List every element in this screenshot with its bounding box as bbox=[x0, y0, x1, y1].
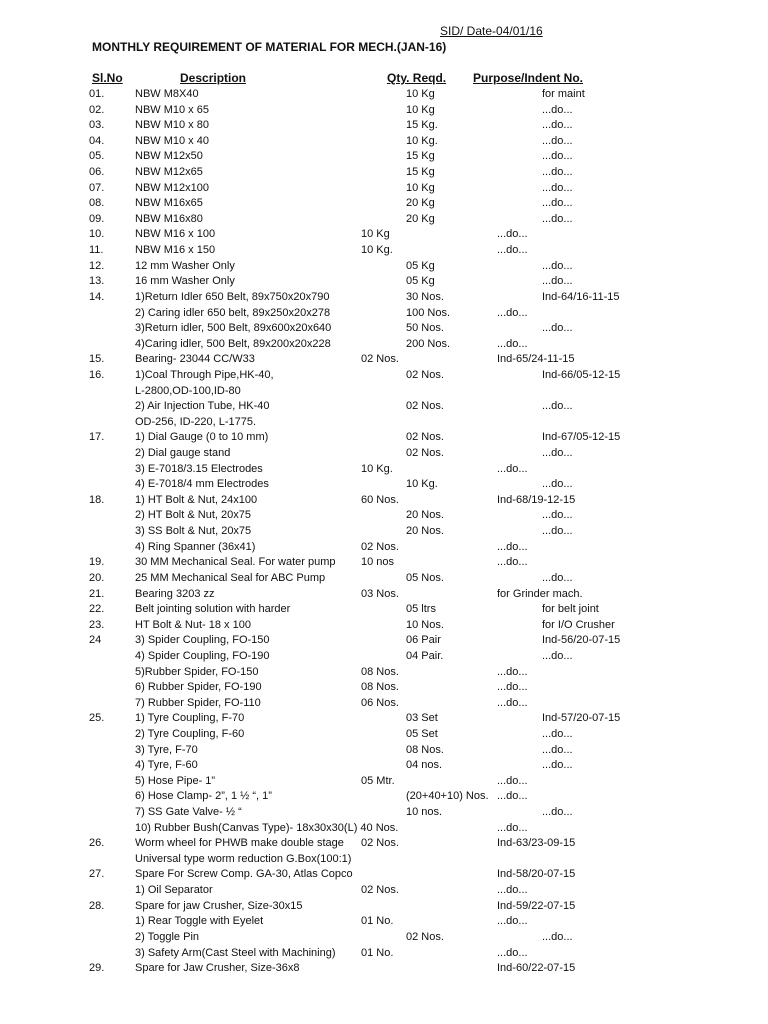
row-quantity: 02 Nos. bbox=[406, 400, 444, 413]
row-description: 5)Rubber Spider, FO-150 bbox=[135, 665, 259, 678]
table-row bbox=[0, 384, 768, 400]
row-description: Spare for jaw Crusher, Size-30x15 bbox=[135, 899, 303, 912]
row-purpose: ...do... bbox=[497, 915, 528, 928]
row-serial-number: 17. bbox=[89, 431, 105, 444]
row-serial-number: 24 bbox=[89, 634, 102, 647]
row-purpose: ...do... bbox=[542, 525, 573, 538]
row-serial-number: 08. bbox=[89, 197, 105, 210]
row-serial-number: 03. bbox=[89, 119, 105, 132]
row-purpose: Ind-56/20-07-15 bbox=[542, 634, 621, 647]
row-purpose: ...do... bbox=[542, 509, 573, 522]
row-quantity: 20 Kg bbox=[406, 197, 435, 210]
row-description: NBW M16x65 bbox=[135, 197, 203, 210]
row-description: NBW M12x50 bbox=[135, 150, 203, 163]
row-description: 4) Ring Spanner (36x41) bbox=[135, 540, 256, 553]
row-description: NBW M10 x 65 bbox=[135, 103, 209, 116]
row-description: OD-256, ID-220, L-1775. bbox=[135, 415, 257, 428]
row-serial-number: 14. bbox=[89, 290, 105, 303]
row-quantity: 06 Nos. bbox=[361, 696, 399, 709]
row-purpose: ...do... bbox=[542, 150, 573, 163]
table-row bbox=[0, 696, 768, 712]
row-purpose: ...do... bbox=[542, 649, 573, 662]
table-row bbox=[0, 805, 768, 821]
row-quantity: 15 Kg bbox=[406, 166, 435, 179]
row-serial-number: 13. bbox=[89, 275, 105, 288]
row-description: 2) Caring idler 650 belt, 89x250x20x278 bbox=[135, 306, 331, 319]
row-purpose: Ind-65/24-11-15 bbox=[497, 353, 575, 366]
row-serial-number: 23. bbox=[89, 618, 105, 631]
row-serial-number: 25. bbox=[89, 712, 105, 725]
row-quantity: 50 Nos. bbox=[406, 322, 444, 335]
row-quantity: 100 Nos. bbox=[406, 306, 451, 319]
row-description: NBW M16x80 bbox=[135, 212, 203, 225]
row-description: 4) Spider Coupling, FO-190 bbox=[135, 649, 270, 662]
row-serial-number: 16. bbox=[89, 368, 105, 381]
row-serial-number: 04. bbox=[89, 134, 105, 147]
row-description: 6) Hose Clamp- 2”, 1 ½ “, 1” bbox=[135, 790, 272, 803]
row-description: 1) Dial Gauge (0 to 10 mm) bbox=[135, 431, 269, 444]
table-row bbox=[0, 618, 768, 634]
row-purpose: ...do... bbox=[542, 322, 573, 335]
row-description: 3) Spider Coupling, FO-150 bbox=[135, 634, 270, 647]
row-description: 30 MM Mechanical Seal. For water pump bbox=[135, 556, 336, 569]
row-purpose: ...do... bbox=[497, 790, 528, 803]
row-purpose: for belt joint bbox=[542, 603, 599, 616]
table-row bbox=[0, 946, 768, 962]
row-description: 5) Hose Pipe- 1” bbox=[135, 774, 216, 787]
row-purpose: for I/O Crusher bbox=[542, 618, 615, 631]
row-serial-number: 29. bbox=[89, 962, 105, 975]
table-row bbox=[0, 337, 768, 353]
row-quantity: 02 Nos. bbox=[406, 368, 444, 381]
row-purpose: ...do... bbox=[542, 743, 573, 756]
table-row bbox=[0, 852, 768, 868]
row-description: NBW M8X40 bbox=[135, 88, 199, 100]
row-quantity: 04 Pair. bbox=[406, 649, 444, 662]
row-description: 2) Toggle Pin bbox=[135, 930, 200, 943]
row-serial-number: 11. bbox=[89, 244, 104, 257]
row-quantity: 08 Nos. bbox=[361, 665, 399, 678]
row-serial-number: 18. bbox=[89, 493, 105, 506]
table-row bbox=[0, 774, 768, 790]
row-purpose: ...do... bbox=[497, 244, 528, 257]
row-description: NBW M12x100 bbox=[135, 181, 209, 194]
row-quantity: 60 Nos. bbox=[361, 493, 399, 506]
row-description: 2) HT Bolt & Nut, 20x75 bbox=[135, 509, 251, 522]
row-quantity: 10 Nos. bbox=[406, 618, 444, 631]
row-description: 4)Caring idler, 500 Belt, 89x200x20x228 bbox=[135, 337, 331, 350]
row-description: 7) Rubber Spider, FO-110 bbox=[135, 696, 261, 709]
row-purpose: ...do... bbox=[542, 930, 573, 943]
row-quantity: 08 Nos. bbox=[361, 681, 399, 694]
row-quantity: 01 No. bbox=[361, 915, 394, 928]
table-row bbox=[0, 883, 768, 899]
table-row bbox=[0, 134, 768, 150]
row-serial-number: 21. bbox=[89, 587, 105, 600]
table-row bbox=[0, 727, 768, 743]
row-description: Universal type worm reduction G.Box(100:1) bbox=[135, 852, 352, 865]
row-quantity: 02 Nos. bbox=[406, 930, 444, 943]
row-quantity: 05 Kg bbox=[406, 259, 435, 272]
row-description: 16 mm Washer Only bbox=[135, 275, 235, 288]
row-description: 10) Rubber Bush(Canvas Type)- 18x30x30(L) 40 Nos. bbox=[135, 821, 399, 834]
row-quantity: 05 Kg bbox=[406, 275, 435, 288]
row-quantity: 02 Nos. bbox=[361, 837, 399, 850]
row-quantity: 10 Kg bbox=[361, 228, 390, 241]
row-purpose: Ind-63/23-09-15 bbox=[497, 837, 576, 850]
table-row bbox=[0, 555, 768, 571]
row-purpose: ...do... bbox=[542, 259, 573, 272]
row-quantity: 05 Mtr. bbox=[361, 774, 395, 787]
row-quantity: 05 ltrs bbox=[406, 603, 436, 616]
row-quantity: 10 Kg bbox=[406, 88, 435, 100]
row-quantity: 05 Nos. bbox=[406, 571, 444, 584]
row-quantity: 02 Nos. bbox=[361, 884, 399, 897]
row-quantity: 10 Kg. bbox=[406, 134, 438, 147]
row-purpose: Ind-58/20-07-15 bbox=[497, 868, 576, 881]
table-row bbox=[0, 571, 768, 587]
row-description: 7) SS Gate Valve- ½ “ bbox=[135, 806, 242, 819]
row-quantity: 10 nos. bbox=[406, 806, 443, 819]
row-quantity: 15 Kg bbox=[406, 150, 435, 163]
row-quantity: 02 Nos. bbox=[406, 447, 444, 460]
row-quantity: 200 Nos. bbox=[406, 337, 451, 350]
table-row bbox=[0, 789, 768, 805]
row-purpose: ...do... bbox=[542, 478, 573, 491]
table-row bbox=[0, 899, 768, 915]
table-row bbox=[0, 212, 768, 228]
row-quantity: 10 nos bbox=[361, 556, 395, 569]
table-row bbox=[0, 821, 768, 837]
row-quantity: 01 No. bbox=[361, 946, 394, 959]
table-row bbox=[0, 477, 768, 493]
row-description: NBW M16 x 150 bbox=[135, 244, 216, 257]
table-row bbox=[0, 352, 768, 368]
row-description: Spare for Jaw Crusher, Size-36x8 bbox=[135, 962, 300, 975]
row-description: 1) Rear Toggle with Eyelet bbox=[135, 915, 264, 928]
row-description: L-2800,OD-100,ID-80 bbox=[135, 384, 241, 397]
row-purpose: ...do... bbox=[497, 696, 528, 709]
row-description: NBW M12x65 bbox=[135, 166, 203, 179]
table-row bbox=[0, 306, 768, 322]
table-row bbox=[0, 87, 768, 103]
row-serial-number: 05. bbox=[89, 150, 105, 163]
row-quantity: 02 Nos. bbox=[406, 431, 444, 444]
table-row bbox=[0, 243, 768, 259]
row-description: HT Bolt & Nut- 18 x 100 bbox=[135, 618, 251, 631]
row-quantity: 02 Nos. bbox=[361, 353, 399, 366]
row-description: Bearing 3203 zz bbox=[135, 587, 215, 600]
table-row bbox=[0, 196, 768, 212]
row-purpose: ...do... bbox=[542, 119, 573, 132]
document-title: MONTHLY REQUIREMENT OF MATERIAL FOR MECH.(JAN-16) bbox=[92, 40, 447, 54]
requirement-table bbox=[0, 87, 768, 977]
table-row bbox=[0, 540, 768, 556]
row-purpose: ...do... bbox=[542, 212, 573, 225]
row-description: NBW M16 x 100 bbox=[135, 228, 216, 241]
table-row bbox=[0, 103, 768, 119]
table-row bbox=[0, 368, 768, 384]
row-description: Spare For Screw Comp. GA-30, Atlas Copco bbox=[135, 868, 353, 881]
row-purpose: ...do... bbox=[542, 181, 573, 194]
row-purpose: Ind-68/19-12-15 bbox=[497, 493, 576, 506]
row-purpose: ...do... bbox=[497, 462, 528, 475]
row-quantity: 20 Nos. bbox=[406, 509, 444, 522]
row-description: 4) Tyre, F-60 bbox=[135, 759, 198, 772]
table-row bbox=[0, 665, 768, 681]
row-quantity: 15 Kg. bbox=[406, 119, 438, 132]
row-quantity: 08 Nos. bbox=[406, 743, 444, 756]
table-row bbox=[0, 181, 768, 197]
row-serial-number: 22. bbox=[89, 603, 105, 616]
table-row bbox=[0, 602, 768, 618]
row-purpose: ...do... bbox=[542, 134, 573, 147]
table-row bbox=[0, 930, 768, 946]
table-row bbox=[0, 867, 768, 883]
row-serial-number: 26. bbox=[89, 837, 105, 850]
row-description: 1)Return Idler 650 Belt, 89x750x20x790 bbox=[135, 290, 330, 303]
row-purpose: ...do... bbox=[542, 727, 573, 740]
row-serial-number: 06. bbox=[89, 166, 105, 179]
table-row bbox=[0, 961, 768, 977]
row-description: NBW M10 x 80 bbox=[135, 119, 209, 132]
row-serial-number: 01. bbox=[89, 88, 105, 100]
row-quantity: (20+40+10) Nos. bbox=[406, 790, 489, 803]
row-description: 6) Rubber Spider, FO-190 bbox=[135, 681, 262, 694]
row-purpose: ...do... bbox=[542, 275, 573, 288]
row-quantity: 03 Nos. bbox=[361, 587, 399, 600]
row-quantity: 30 Nos. bbox=[406, 290, 444, 303]
table-row bbox=[0, 836, 768, 852]
row-description: Bearing- 23044 CC/W33 bbox=[135, 353, 255, 366]
row-purpose: ...do... bbox=[542, 197, 573, 210]
row-description: 3) Safety Arm(Cast Steel with Machining) bbox=[135, 946, 336, 959]
table-row bbox=[0, 633, 768, 649]
table-row bbox=[0, 399, 768, 415]
row-quantity: 10 Kg. bbox=[406, 478, 438, 491]
row-purpose: ...do... bbox=[542, 166, 573, 179]
row-purpose: Ind-64/16-11-15 bbox=[542, 290, 620, 303]
row-purpose: ...do... bbox=[542, 103, 573, 116]
row-purpose: ...do... bbox=[497, 946, 528, 959]
row-quantity: 20 Kg bbox=[406, 212, 435, 225]
column-header-purpose: Purpose/Indent No. bbox=[473, 71, 584, 85]
row-purpose: ...do... bbox=[497, 774, 528, 787]
row-serial-number: 27. bbox=[89, 868, 105, 881]
row-quantity: 03 Set bbox=[406, 712, 438, 725]
row-purpose: ...do... bbox=[497, 306, 528, 319]
table-row bbox=[0, 118, 768, 134]
row-description: NBW M10 x 40 bbox=[135, 134, 209, 147]
row-purpose: ...do... bbox=[497, 540, 528, 553]
row-description: 1) Tyre Coupling, F-70 bbox=[135, 712, 245, 725]
row-quantity: 06 Pair bbox=[406, 634, 441, 647]
table-row bbox=[0, 508, 768, 524]
row-description: 4) E-7018/4 mm Electrodes bbox=[135, 478, 269, 491]
table-row bbox=[0, 524, 768, 540]
row-description: 12 mm Washer Only bbox=[135, 259, 235, 272]
table-row bbox=[0, 680, 768, 696]
row-purpose: ...do... bbox=[497, 228, 528, 241]
table-row bbox=[0, 493, 768, 509]
row-serial-number: 15. bbox=[89, 353, 105, 366]
row-purpose: for maint bbox=[542, 88, 585, 100]
row-purpose: for Grinder mach. bbox=[497, 587, 583, 600]
row-quantity: 10 Kg. bbox=[361, 462, 393, 475]
row-quantity: 10 Kg bbox=[406, 181, 435, 194]
row-purpose: Ind-57/20-07-15 bbox=[542, 712, 621, 725]
row-purpose: Ind-66/05-12-15 bbox=[542, 368, 621, 381]
column-header-slno: Sl.No bbox=[92, 71, 123, 85]
row-description: 1)Coal Through Pipe,HK-40, bbox=[135, 368, 274, 381]
table-row bbox=[0, 259, 768, 275]
table-row bbox=[0, 743, 768, 759]
row-purpose: Ind-59/22-07-15 bbox=[497, 899, 576, 912]
row-description: 3) Tyre, F-70 bbox=[135, 743, 198, 756]
table-row bbox=[0, 430, 768, 446]
row-serial-number: 09. bbox=[89, 212, 105, 225]
row-serial-number: 12. bbox=[89, 259, 105, 272]
row-description: 3) SS Bolt & Nut, 20x75 bbox=[135, 525, 252, 538]
table-row bbox=[0, 446, 768, 462]
table-row bbox=[0, 462, 768, 478]
table-row bbox=[0, 649, 768, 665]
row-serial-number: 02. bbox=[89, 103, 105, 116]
row-description: 3)Return idler, 500 Belt, 89x600x20x640 bbox=[135, 322, 332, 335]
row-serial-number: 20. bbox=[89, 571, 105, 584]
row-purpose: ...do... bbox=[542, 447, 573, 460]
row-serial-number: 07. bbox=[89, 181, 105, 194]
row-purpose: ...do... bbox=[542, 806, 573, 819]
table-row bbox=[0, 227, 768, 243]
row-purpose: ...do... bbox=[542, 400, 573, 413]
row-quantity: 10 Kg. bbox=[361, 244, 393, 257]
row-description: 2) Air Injection Tube, HK-40 bbox=[135, 400, 270, 413]
table-row bbox=[0, 758, 768, 774]
row-quantity: 05 Set bbox=[406, 727, 438, 740]
row-description: Worm wheel for PHWB make double stage bbox=[135, 837, 344, 850]
row-description: Belt jointing solution with harder bbox=[135, 603, 291, 616]
table-row bbox=[0, 415, 768, 431]
column-header-qty: Qty. Reqd. bbox=[387, 71, 447, 85]
row-quantity: 20 Nos. bbox=[406, 525, 444, 538]
row-serial-number: 10. bbox=[89, 228, 105, 241]
table-row bbox=[0, 914, 768, 930]
row-description: 25 MM Mechanical Seal for ABC Pump bbox=[135, 571, 326, 584]
table-row bbox=[0, 711, 768, 727]
row-serial-number: 28. bbox=[89, 899, 105, 912]
table-row bbox=[0, 587, 768, 603]
table-row bbox=[0, 149, 768, 165]
row-purpose: ...do... bbox=[542, 759, 573, 772]
row-purpose: ...do... bbox=[497, 665, 528, 678]
table-row bbox=[0, 321, 768, 337]
row-purpose: Ind-67/05-12-15 bbox=[542, 431, 621, 444]
row-description: 1) HT Bolt & Nut, 24x100 bbox=[135, 493, 258, 506]
row-purpose: ...do... bbox=[497, 337, 528, 350]
row-description: 3) E-7018/3.15 Electrodes bbox=[135, 462, 263, 475]
row-description: 1) Oil Separator bbox=[135, 884, 213, 897]
row-quantity: 02 Nos. bbox=[361, 540, 399, 553]
row-purpose: ...do... bbox=[497, 556, 528, 569]
row-serial-number: 19. bbox=[89, 556, 105, 569]
table-row bbox=[0, 274, 768, 290]
row-purpose: ...do... bbox=[497, 681, 528, 694]
sid-date: SID/ Date-04/01/16 bbox=[440, 24, 543, 38]
row-quantity: 10 Kg bbox=[406, 103, 435, 116]
row-description: 2) Dial gauge stand bbox=[135, 447, 231, 460]
row-purpose: ...do... bbox=[497, 884, 528, 897]
row-purpose: Ind-60/22-07-15 bbox=[497, 962, 576, 975]
table-row bbox=[0, 290, 768, 306]
table-row bbox=[0, 165, 768, 181]
row-quantity: 04 nos. bbox=[406, 759, 443, 772]
row-purpose: ...do... bbox=[542, 571, 573, 584]
column-header-description: Description bbox=[180, 71, 247, 85]
row-purpose: ...do... bbox=[497, 821, 528, 834]
row-description: 2) Tyre Coupling, F-60 bbox=[135, 727, 245, 740]
